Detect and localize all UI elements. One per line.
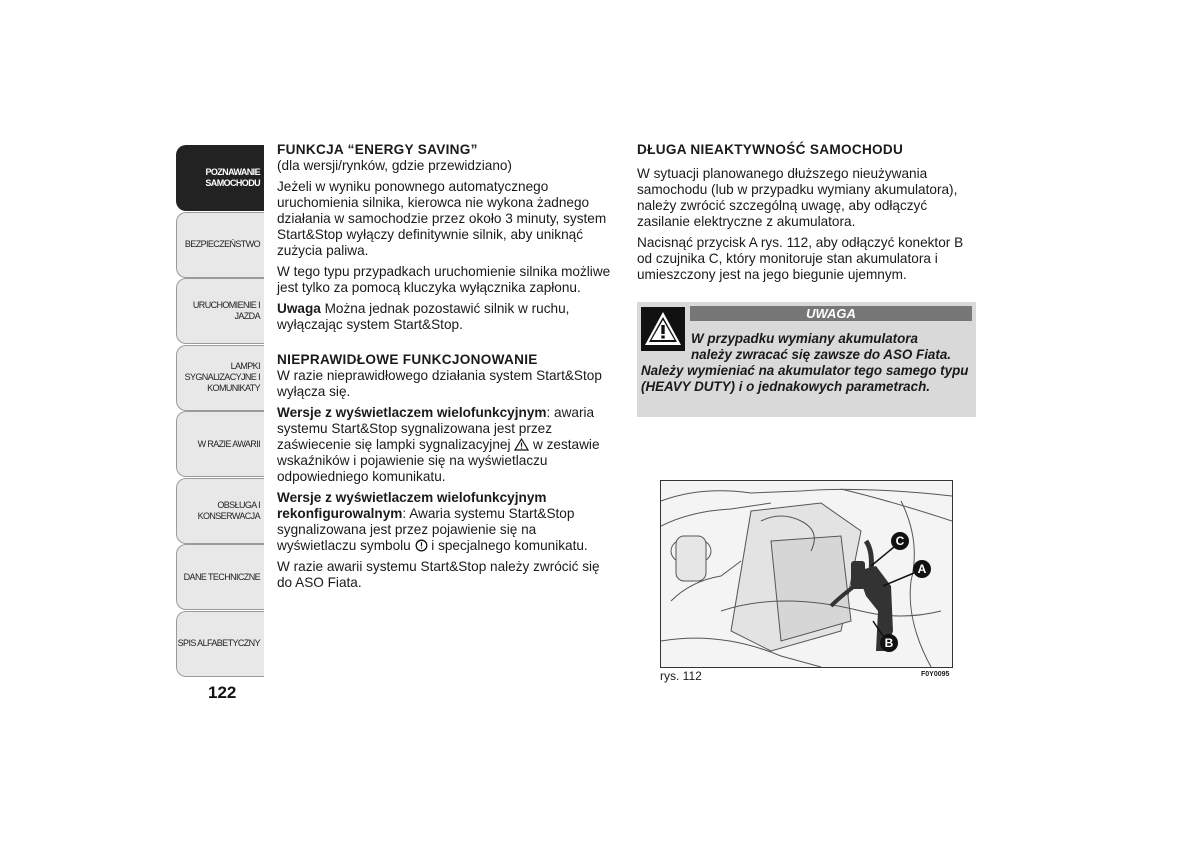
callout-a: A [917,562,927,576]
chapter-tab[interactable]: URUCHOMIENIE I JAZDA [176,278,264,344]
note-label: Uwaga [277,301,321,316]
warning-triangle-icon [514,438,529,451]
paragraph: Wersje z wyświetlaczem wielofunkcyjnym rekonfigurowalnym: Awaria systemu Start&Stop sygnalizowana jest przez pojawienie się na wyświetlaczu symbolu i specjalnego komunikatu. [277,490,588,553]
chapter-tab[interactable]: BEZPIECZEŃSTWO [176,212,264,278]
paragraph: Nacisnąć przycisk A rys. 112, aby odłączyć konektor B od czujnika C, który monitoruje stan akumulatora i umieszczony jest na jego biegunie ujemnym. [637,235,964,282]
chapter-tab[interactable]: DANE TECHNICZNE [176,544,264,610]
battery-illustration [660,480,953,668]
engine-bay-drawing [661,481,952,667]
right-column [637,142,982,288]
heading-malfunction: NIEPRAWIDŁOWE FUNKCJONOWANIE [277,352,538,367]
chapter-tab[interactable]: LAMPKI SYGNALIZACYJNE I KOMUNIKATY [176,345,264,411]
chapter-tab[interactable]: OBSŁUGA I KONSERWACJA [176,478,264,544]
start-stop-failure-icon [415,539,428,552]
chapter-tab[interactable]: POZNAWANIE SAMOCHODU [176,145,264,211]
heading-long-inactivity: DŁUGA NIEAKTYWNOŚĆ SAMOCHODU [637,142,904,157]
figure-caption: rys. 112 [660,669,702,683]
paragraph: Wersje z wyświetlaczem wielofunkcyjnym: awaria systemu Start&Stop sygnalizowana jest przez zaświecenie się lampki sygnalizacyjnej w zestawie wskaźników i pojawienie się na wyświetlaczu odpowiedniego komunikatu. [277,405,600,484]
heading-energy-saving: FUNKCJA “ENERGY SAVING” [277,142,478,157]
page-number: 122 [208,683,237,702]
paragraph: W tego typu przypadkach uruchomienie silnika możliwe jest tylko za pomocą kluczyka wyłącznika zapłonu. [277,264,611,295]
warning-title: UWAGA [690,306,972,321]
chapter-tab[interactable]: W RAZIE AWARII [176,411,264,477]
subheading-energy-saving: (dla wersji/rynków, gdzie przewidziano) [277,158,512,173]
left-column [277,142,612,596]
callout-b: B [884,636,894,650]
paragraph: Jeżeli w wyniku ponownego automatycznego uruchomienia silnika, kierowca nie wykona żadnego działania w samochodzie przez około 3 minuty, system Start&Stop wyłączy definitywnie silnik, aby uniknąć zużycia paliwa. [277,179,607,258]
figure-code: F0Y0095 [921,671,950,678]
warning-text: W przypadku wymiany akumulatora należy zwracać się zawsze do ASO Fiata. Należy wymieniać na akumulator tego samego typu (HEAVY DUTY) i o jednakowych parametrach. [641,331,969,394]
callout-c: C [895,534,905,548]
paragraph: W sytuacji planowanego dłuższego nieużywania samochodu (lub w przypadku wymiany akumulatora), należy zwrócić szczególną uwagę, aby odłączyć zasilanie elektryczne z akumulatora. [637,166,958,229]
paragraph: W razie nieprawidłowego działania system Start&Stop wyłącza się. [277,368,602,399]
chapter-tab[interactable]: SPIS ALFABETYCZNY [176,611,264,677]
note-paragraph: Uwaga Można jednak pozostawić silnik w ruchu, wyłączając system Start&Stop. [277,301,570,332]
paragraph: W razie awarii systemu Start&Stop należy zwrócić się do ASO Fiata. [277,559,600,590]
